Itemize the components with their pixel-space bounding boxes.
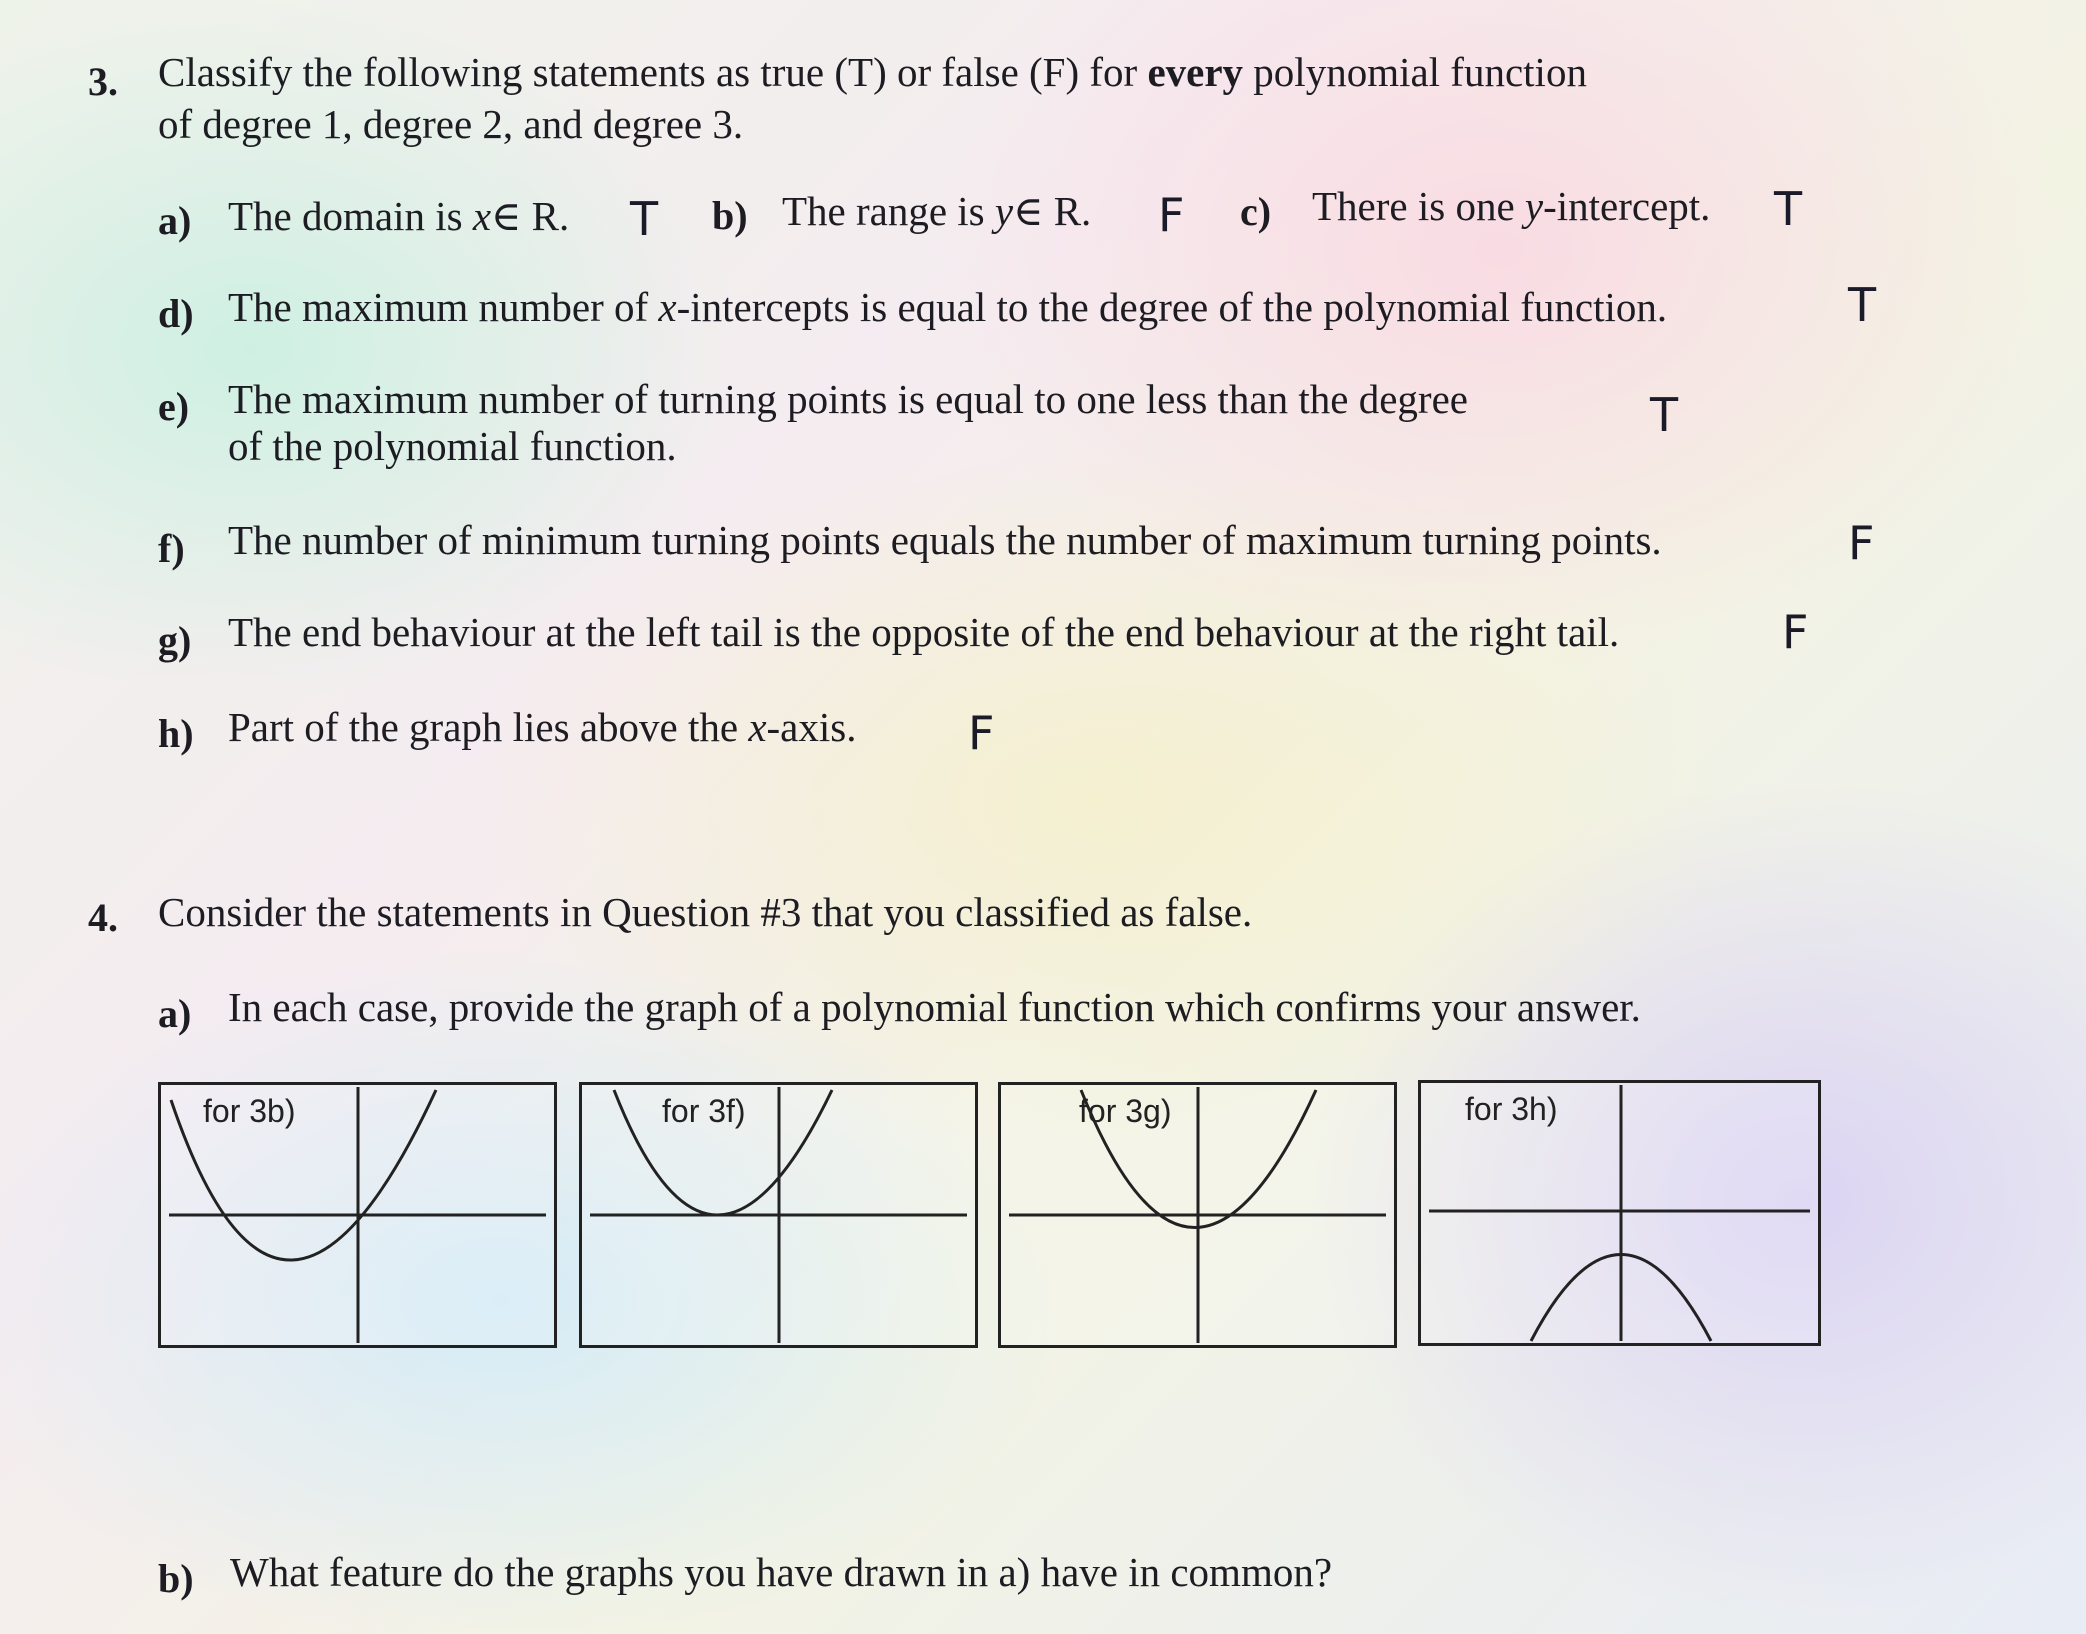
graph-3f-label: for 3f) (662, 1093, 746, 1129)
item-d-label: d) (158, 291, 194, 336)
graph-3g-svg (1001, 1085, 1394, 1345)
question-4b-text: What feature do the graphs you have drawn in a) have in common? (230, 1549, 1333, 1595)
item-b-statement: The range is (782, 188, 985, 234)
graph-box-3g (998, 1082, 1397, 1348)
item-b-answer: F (1158, 188, 1185, 242)
graph-3h-label: for 3h) (1465, 1091, 1558, 1127)
item-c-answer: T (1774, 182, 1803, 236)
item-b-tail: ∈ R. (1013, 188, 1092, 234)
item-b-label: b) (712, 193, 748, 238)
item-a-label: a) (158, 198, 192, 243)
graph-box-3f (579, 1082, 978, 1348)
question-3-number: 3. (88, 59, 118, 104)
item-c-post: -intercept. (1543, 183, 1711, 229)
item-f-label: f) (158, 526, 185, 571)
question-3-text-pre: Classify the following statements as true (T) or false (F) for (158, 49, 1148, 95)
item-e-text-line2: of the polynomial function. (228, 423, 677, 469)
item-f-text: The number of minimum turning points equals the number of maximum turning points. (228, 517, 1662, 563)
item-c-label: c) (1240, 189, 1272, 234)
item-e-label: e) (158, 384, 190, 429)
question-4a-text: In each case, provide the graph of a polynomial function which confirms your answer. (228, 984, 1641, 1030)
item-h-variable: x (748, 704, 767, 750)
item-a-tail: ∈ R. (491, 193, 570, 239)
question-3-text-post: polynomial function (1243, 49, 1587, 95)
item-a-statement: The domain is (228, 193, 463, 239)
item-d-pre: The maximum number of (228, 284, 659, 330)
item-h-post: -axis. (766, 704, 857, 750)
item-e-text-line1: The maximum number of turning points is equal to one less than the degree (228, 376, 1468, 422)
item-a-variable: x (472, 193, 492, 239)
question-4-text: Consider the statements in Question #3 that you classified as false. (158, 889, 1253, 935)
question-3-text-line1 (158, 48, 1587, 96)
item-e-answer: T (1650, 388, 1679, 442)
item-a-answer: T (630, 192, 659, 246)
question-3-emphasis: every (1147, 49, 1244, 95)
item-d-answer: T (1848, 278, 1877, 332)
graph-3b-label: for 3b) (203, 1093, 296, 1129)
item-h-pre: Part of the graph lies above the (228, 704, 749, 750)
item-b-text (782, 187, 1091, 235)
item-d-variable: x (658, 284, 677, 330)
item-d-post: -intercepts is equal to the degree of the polynomial function. (676, 284, 1668, 330)
graph-box-3b (158, 1082, 557, 1348)
graph-3g-label: for 3g) (1079, 1093, 1172, 1129)
graph-box-3h (1418, 1080, 1821, 1346)
item-f-answer: F (1848, 516, 1875, 570)
item-g-text: The end behaviour at the left tail is the opposite of the end behaviour at the right tail. (228, 609, 1620, 655)
item-a-text (228, 192, 569, 240)
item-h-label: h) (158, 711, 194, 756)
item-b-variable: y (994, 188, 1014, 234)
question-3-text-line2: of degree 1, degree 2, and degree 3. (158, 101, 744, 147)
item-h-answer: F (968, 706, 995, 760)
question-4a-label: a) (158, 991, 192, 1036)
item-c-pre: There is one (1312, 183, 1525, 229)
item-c-variable: y (1524, 183, 1544, 229)
item-h-text (228, 703, 856, 751)
item-g-answer: F (1782, 605, 1809, 659)
item-g-label: g) (158, 618, 192, 663)
question-4-number: 4. (88, 895, 118, 940)
item-d-text (228, 283, 1667, 331)
graph-3f-svg (582, 1085, 975, 1345)
question-4b-label: b) (158, 1556, 194, 1601)
item-c-text (1312, 182, 1710, 230)
